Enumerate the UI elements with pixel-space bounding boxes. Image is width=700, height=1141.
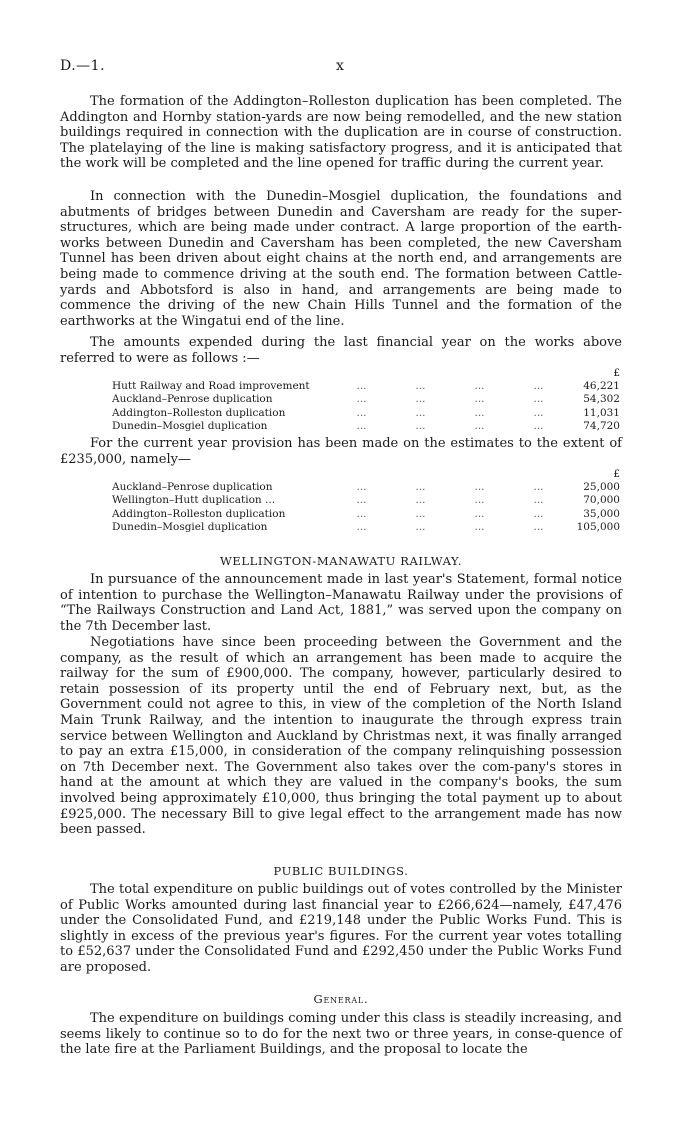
table-row: Addington–Rolleston duplication ... ... ... ... 35,000 (112, 507, 620, 520)
expenditure-table (112, 367, 620, 433)
pound-unit-label: £ (613, 367, 620, 379)
table-row: Hutt Railway and Road improvement ... ... ... ... 46,221 (112, 380, 620, 393)
general-expenditure-paragraph: The expenditure on buildings coming under this class is steadily increasing, and seems likely to continue so to do for the next two or three years, in conse-quence of the late fire at the Parliament Buildings, and the proposal to locate the (60, 1011, 622, 1058)
addington-rolleston-paragraph: The formation of the Addington–Rolleston duplication has been completed. The Addington and Hornby station-yards are now being remodelled, and the new station buildings required in connection with the duplication are in course of construction. The platelaying of the line is making satisfactory progress, and it is anticipated that the work will be completed and the line opened for traffic during the current year. (60, 94, 622, 172)
public-buildings-paragraph: The total expenditure on public buildings out of votes controlled by the Minister of Public Works amounted during last financial year to £266,624—namely, £47,476 under the Consolidated Fund, and £219,148 under the Public Works Fund. This is slightly in excess of the previous year's figures. For the current year votes totalling to £52,637 under the Consolidated Fund and £292,450 under the Public Works Fund are proposed. (60, 882, 622, 975)
section-heading-public-buildings: PUBLIC BUILDINGS. (273, 864, 409, 878)
section-heading-wellington-manawatu: WELLINGTON-MANAWATU RAILWAY. (219, 554, 463, 568)
table-row: Addington–Rolleston duplication ... ... ... ... 11,031 (112, 406, 620, 419)
amounts-expended-paragraph: The amounts expended during the last financial year on the works above referred to were as follows :— (60, 335, 622, 366)
page-reference: D.—1. (60, 58, 106, 74)
table-row: Dunedin–Mosgiel duplication ... ... ... ... 74,720 (112, 419, 620, 432)
current-year-provision-paragraph: For the current year provision has been made on the estimates to the extent of £235,000, namely— (60, 436, 622, 467)
provision-table (112, 468, 620, 534)
pound-unit-label: £ (613, 468, 620, 480)
negotiations-paragraph: Negotiations have since been proceeding between the Government and the company, as the result of which an arrangement has been made to acquire the railway for the sum of £900,000. The company, however, particularly desired to retain possession of its property until the end of February next, but, as the Government could not agree to this, in view of the completion of the North Island Main Trunk Railway, and the intention to inaugurate the through express train service between Wellington and Auckland by Christmas next, it was finally arranged to pay an extra £15,000, in consideration of the company relinquishing possession on 7th December next. The Government also takes over the com-pany's stores in hand at the amount at which they are valued in the company's books, the sum involved being approximately £10,000, thus bringing the total payment up to about £925,000. The necessary Bill to give legal effect to the arrangement made has now been passed. (60, 635, 622, 838)
page-number: x (336, 58, 345, 74)
dunedin-mosgiel-paragraph: In connection with the Dunedin–Mosgiel duplication, the foundations and abutments of bridges between Dunedin and Caversham are ready for the super-structures, which are being made under contract. A large proportion of the earth-works between Dunedin and Caversham has been completed, the new Caversham Tunnel has been driven about eight chains at the north end, and arrangements are being made to commence driving at the south end. The formation between Cattle-yards and Abbotsford is also in hand, and arrangements are being made to commence the driving of the new Chain Hills Tunnel and the formation of the earthworks at the Wingatui end of the line. (60, 189, 622, 329)
section-heading-general: General. (313, 992, 369, 1006)
table-row: Wellington–Hutt duplication ... ... ... ... ... 70,000 (112, 494, 620, 507)
table-row: Dunedin–Mosgiel duplication ... ... ... ... 105,000 (112, 520, 620, 533)
table-row: Auckland–Penrose duplication ... ... ... ... 54,302 (112, 393, 620, 406)
table-row: Auckland–Penrose duplication ... ... ... ... 25,000 (112, 481, 620, 494)
formal-notice-paragraph: In pursuance of the announcement made in last year's Statement, formal notice of intention to purchase the Wellington–Manawatu Railway under the provisions of “The Railways Construction and Land Act, 1881,” was served upon the company on the 7th December last. (60, 572, 622, 634)
